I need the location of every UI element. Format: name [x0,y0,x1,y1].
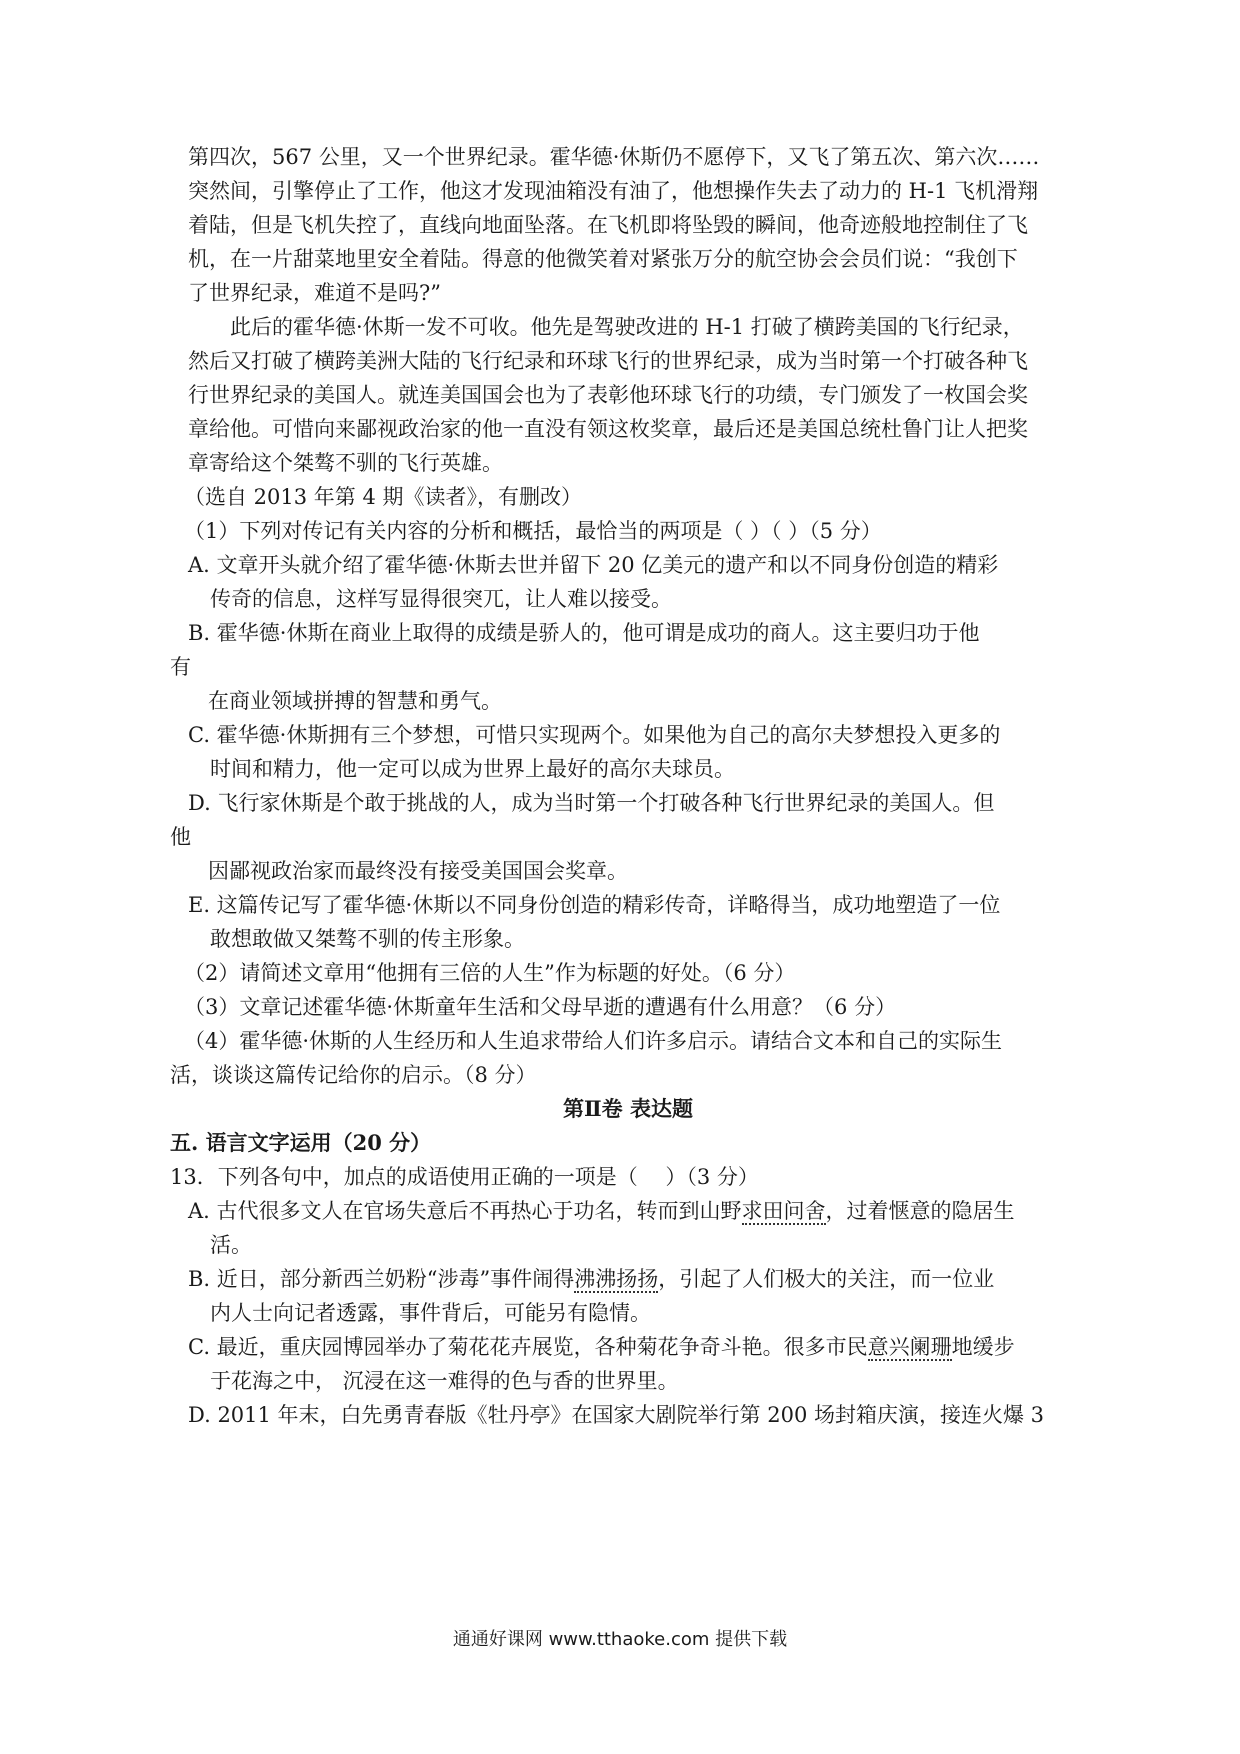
option-a-text-after: ，过着惬意的隐居生 [825,1199,1015,1223]
question-13-option-b-line-2: 内人士向记者透露，事件背后，可能另有隐情。 [210,1301,651,1325]
option-b-text-before: B. 近日，部分新西兰奶粉“涉毒”事件闹得 [188,1267,575,1291]
part-5-heading: 五. 语言文字运用（20 分） [170,1130,432,1155]
passage-line-8: 行世界纪录的美国人。就连美国国会也为了表彰他环球飞行的功绩，专门颁发了一枚国会奖 [188,383,1028,407]
option-c-text-after: 地缓步 [951,1335,1015,1359]
passage-line-2: 突然间，引擎停止了工作，他这才发现油箱没有油了，他想操作失去了动力的 H-1 飞机滑翔 [188,179,1039,203]
passage-line-5: 了世界纪录，难道不是吗?” [188,281,441,305]
question-4-line-1: （4）霍华德·休斯的人生经历和人生追求带给人们许多启示。请结合文本和自己的实际生 [184,1029,1003,1053]
question-1-option-c-line-1: C. 霍华德·休斯拥有三个梦想，可惜只实现两个。如果他为自己的高尔夫梦想投入更多的 [188,723,1001,747]
question-1-option-b-line-3: 在商业领域拼搏的智慧和勇气。 [208,689,502,713]
question-1-option-b-line-2: 有 [170,655,191,679]
passage-line-10: 章寄给这个桀骜不驯的飞行英雄。 [188,451,503,475]
passage-line-6: 此后的霍华德·休斯一发不可收。他先是驾驶改进的 H-1 打破了横跨美国的飞行纪录， [188,315,1024,339]
question-3: （3）文章记述霍华德·休斯童年生活和父母早逝的遭遇有什么用意？（6 分） [184,995,897,1019]
question-13-option-a-line-2: 活。 [210,1233,252,1257]
option-c-dotted-idiom: 意兴阑珊 [867,1335,952,1359]
question-1-option-d-line-3: 因鄙视政治家而最终没有接受美国国会奖章。 [208,859,628,883]
page-footer: 通通好课网 www.tthaoke.com 提供下载 [452,1629,788,1650]
passage-line-7: 然后又打破了横跨美洲大陆的飞行纪录和环球飞行的世界纪录，成为当时第一个打破各种飞 [188,349,1028,373]
question-4-line-2: 活，谈谈这篇传记给你的启示。（8 分） [170,1063,537,1087]
question-1-option-d-line-2: 他 [170,825,191,849]
question-1-option-e-line-1: E. 这篇传记写了霍华德·休斯以不同身份创造的精彩传奇，详略得当，成功地塑造了一位 [188,893,1001,917]
question-1-option-b-line-1: B. 霍华德·休斯在商业上取得的成绩是骄人的，他可谓是成功的商人。这主要归功于他 [188,621,980,645]
option-b-text-after: ，引起了人们极大的关注，而一位业 [658,1267,995,1291]
passage-line-4: 机，在一片甜菜地里安全着陆。得意的他微笑着对紧张万分的航空协会会员们说：“我创下 [188,247,1018,271]
question-13-option-c-line-2: 于花海之中， 沉浸在这一难得的色与香的世界里。 [210,1369,679,1393]
passage-line-3: 着陆，但是飞机失控了，直线向地面坠落。在飞机即将坠毁的瞬间，他奇迹般地控制住了飞 [188,213,1028,237]
question-2: （2）请简述文章用“他拥有三倍的人生”作为标题的好处。（6 分） [184,961,796,985]
option-a-dotted-idiom: 求田问舍 [741,1199,826,1223]
passage-source: （选自 2013 年第 4 期《读者》，有删改） [184,485,583,509]
option-c-text-before: C. 最近，重庆园博园举办了菊花花卉展览，各种菊花争奇斗艳。很多市民 [188,1335,868,1359]
question-13-stem: 13．下列各句中，加点的成语使用正确的一项是（ ）（3 分） [170,1165,759,1189]
question-13-option-b-line-1 [188,1265,994,1293]
question-1-stem: （1）下列对传记有关内容的分析和概括，最恰当的两项是（ ）（ ）（5 分） [184,519,882,543]
question-1-option-c-line-2: 时间和精力，他一定可以成为世界上最好的高尔夫球员。 [210,757,735,781]
option-a-text-before: A. 古代很多文人在官场失意后不再热心于功名，转而到山野 [188,1199,742,1223]
passage-line-1: 第四次，567 公里，又一个世界纪录。霍华德·休斯仍不愿停下，又飞了第五次、第六次…… [188,145,1040,169]
question-13-option-d-line-1: D. 2011 年末，白先勇青春版《牡丹亭》在国家大剧院举行第 200 场封箱庆演，接连火爆 3 [188,1403,1045,1427]
question-1-option-a-line-1: A. 文章开头就介绍了霍华德·休斯去世并留下 20 亿美元的遗产和以不同身份创造的精彩 [188,553,999,577]
question-13-option-c-line-1 [188,1333,1015,1361]
option-b-dotted-idiom: 沸沸扬扬 [574,1267,659,1291]
question-13-option-a-line-1 [188,1197,1015,1225]
question-1-option-e-line-2: 敢想敢做又桀骜不驯的传主形象。 [210,927,525,951]
question-1-option-a-line-2: 传奇的信息，这样写显得很突兀，让人难以接受。 [210,587,672,611]
question-1-option-d-line-1: D. 飞行家休斯是个敢于挑战的人，成为当时第一个打破各种飞行世界纪录的美国人。但 [188,791,995,815]
section-title: 第Ⅱ卷 表达题 [562,1096,693,1121]
passage-line-9: 章给他。可惜向来鄙视政治家的他一直没有领这枚奖章，最后还是美国总统杜鲁门让人把奖 [188,417,1028,441]
